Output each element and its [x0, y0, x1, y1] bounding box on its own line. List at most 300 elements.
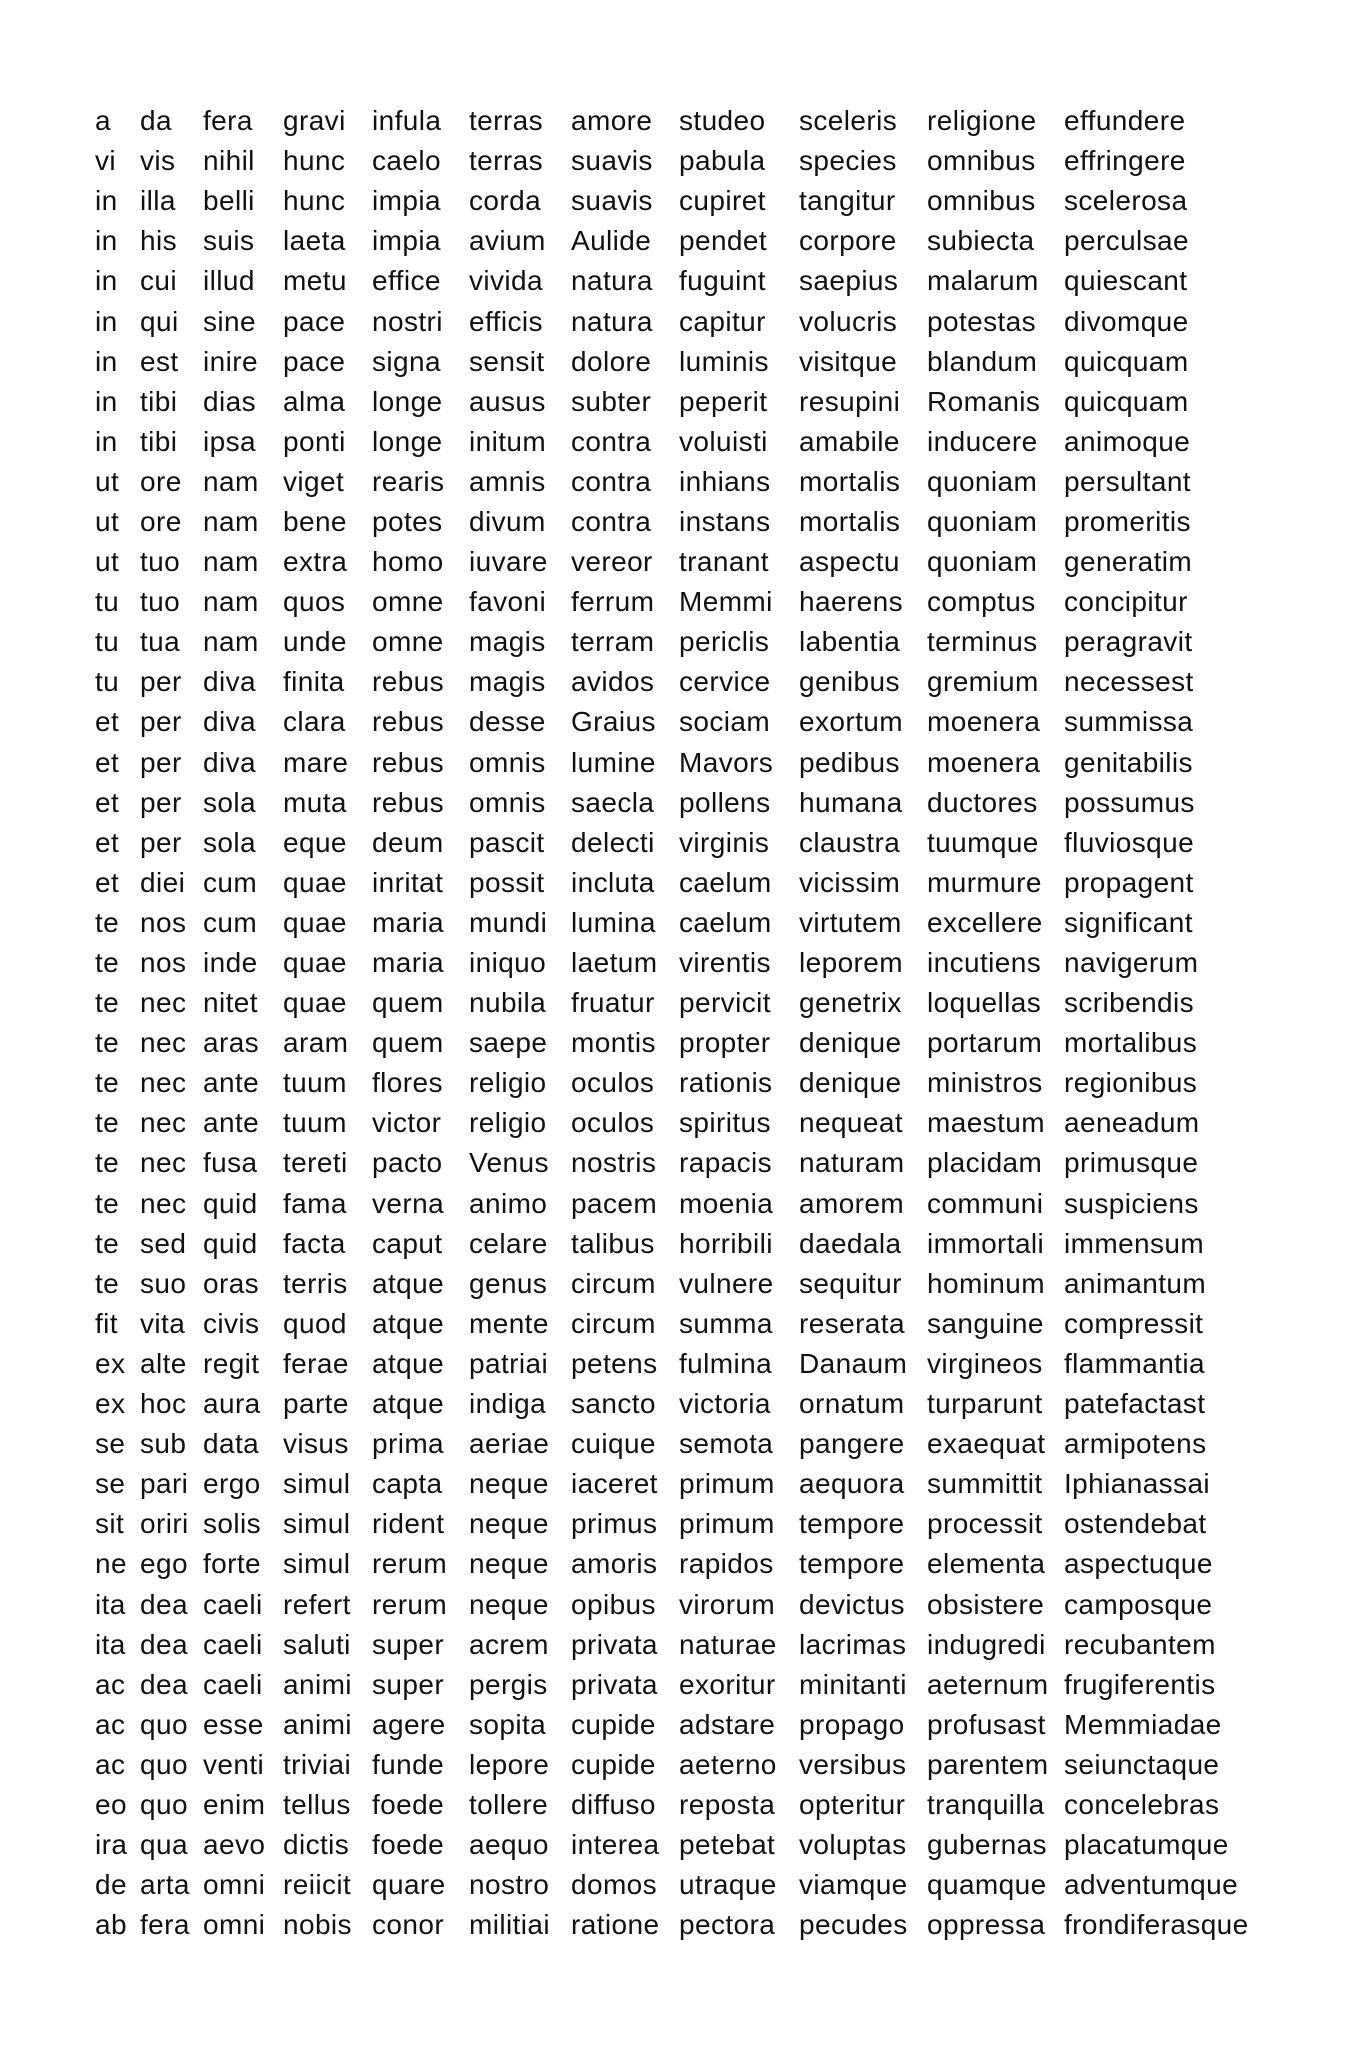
word-cell: sequitur — [799, 1267, 902, 1299]
word-cell: virentis — [679, 947, 771, 979]
word-cell: leporem — [799, 947, 903, 979]
word-cell: luminis — [679, 345, 769, 377]
word-cell: mundi — [469, 906, 548, 938]
word-cell: aura — [203, 1388, 261, 1420]
word-cell: natura — [571, 265, 653, 297]
word-cell: tereti — [283, 1147, 348, 1179]
word-cell: virgineos — [927, 1347, 1043, 1379]
word-cell: est — [140, 345, 179, 377]
word-cell: caelum — [679, 906, 772, 938]
word-cell: eque — [283, 826, 347, 858]
word-cell: nequeat — [799, 1107, 904, 1139]
word-cell: humana — [799, 786, 903, 818]
word-cell: neque — [469, 1548, 549, 1580]
word-cell: tibi — [140, 385, 178, 417]
word-cell: extra — [283, 546, 348, 578]
word-cell: vulnere — [679, 1267, 774, 1299]
word-cell: perculsae — [1064, 225, 1190, 257]
word-cell: omni — [203, 1909, 266, 1941]
word-cell: navigerum — [1064, 947, 1199, 979]
word-cell: hunc — [283, 145, 346, 177]
word-cell: caput — [372, 1227, 443, 1259]
word-cell: patefactast — [1064, 1388, 1206, 1420]
word-cell: suavis — [571, 145, 653, 177]
word-cell: tibi — [140, 425, 178, 457]
word-row — [95, 1905, 1295, 1945]
word-cell: potestas — [927, 305, 1037, 337]
word-cell: clara — [283, 706, 346, 738]
word-cell: fulmina — [679, 1347, 773, 1379]
word-cell: nec — [140, 1067, 187, 1099]
word-cell: caeli — [203, 1628, 263, 1660]
word-cell: enim — [203, 1788, 266, 1820]
word-cell: quo — [140, 1748, 188, 1780]
word-cell: Memmiadae — [1064, 1708, 1222, 1740]
word-cell: effice — [372, 265, 441, 297]
word-cell: desse — [469, 706, 546, 738]
word-cell: tempore — [799, 1548, 905, 1580]
word-row — [95, 462, 1295, 502]
word-row — [95, 1304, 1295, 1344]
word-cell: ore — [140, 505, 182, 537]
word-cell: pace — [283, 345, 346, 377]
word-cell: ductores — [927, 786, 1038, 818]
word-cell: lacrimas — [799, 1628, 907, 1660]
word-cell: sceleris — [799, 105, 898, 137]
word-cell: fruatur — [571, 987, 655, 1019]
word-cell: amorem — [799, 1187, 905, 1219]
word-cell: pollens — [679, 786, 771, 818]
word-cell: esse — [203, 1708, 264, 1740]
word-cell: tangitur — [799, 185, 896, 217]
word-cell: animi — [283, 1668, 352, 1700]
word-cell: gremium — [927, 666, 1039, 698]
word-cell: Iphianassai — [1064, 1468, 1211, 1500]
word-row — [95, 1785, 1295, 1825]
word-cell: instans — [679, 505, 771, 537]
word-cell: funde — [372, 1748, 445, 1780]
word-cell: oppressa — [927, 1909, 1046, 1941]
word-cell: pervicit — [679, 987, 771, 1019]
word-cell: exaequat — [927, 1428, 1046, 1460]
word-cell: pascit — [469, 826, 545, 858]
word-cell: virorum — [679, 1588, 776, 1620]
word-cell: portarum — [927, 1027, 1043, 1059]
word-cell: iuvare — [469, 546, 548, 578]
word-cell: data — [203, 1428, 260, 1460]
word-cell: dea — [140, 1628, 188, 1660]
word-cell: scribendis — [1064, 987, 1195, 1019]
word-cell: regit — [203, 1347, 260, 1379]
word-cell: avium — [469, 225, 546, 257]
word-cell: placidam — [927, 1147, 1043, 1179]
word-cell: primum — [679, 1508, 775, 1540]
word-cell: privata — [571, 1628, 658, 1660]
word-cell: simul — [283, 1508, 351, 1540]
word-cell: illud — [203, 265, 255, 297]
word-cell: ita — [95, 1628, 126, 1660]
word-row — [95, 1103, 1295, 1143]
word-cell: tua — [140, 626, 181, 658]
word-cell: rapacis — [679, 1147, 773, 1179]
word-cell: omnis — [469, 746, 546, 778]
word-cell: favoni — [469, 586, 547, 618]
word-cell: summittit — [927, 1468, 1043, 1500]
word-cell: Mavors — [679, 746, 774, 778]
word-cell: nam — [203, 505, 259, 537]
word-cell: celare — [469, 1227, 548, 1259]
word-row — [95, 382, 1295, 422]
word-row — [95, 1584, 1295, 1624]
word-row — [95, 1705, 1295, 1745]
word-cell: vereor — [571, 546, 653, 578]
word-cell: diva — [203, 746, 256, 778]
word-cell: efficis — [469, 305, 543, 337]
word-cell: daedala — [799, 1227, 902, 1259]
word-cell: in — [95, 345, 118, 377]
word-cell: verna — [372, 1187, 445, 1219]
word-cell: quare — [372, 1869, 446, 1901]
word-cell: conor — [372, 1909, 445, 1941]
word-cell: quae — [283, 866, 347, 898]
word-cell: nobis — [283, 1909, 352, 1941]
word-cell: saepius — [799, 265, 899, 297]
word-row — [95, 1825, 1295, 1865]
word-row — [95, 983, 1295, 1023]
word-cell: amabile — [799, 425, 900, 457]
word-cell: cupiret — [679, 185, 766, 217]
word-cell: claustra — [799, 826, 901, 858]
word-cell: ab — [95, 1909, 127, 1941]
word-cell: animoque — [1064, 425, 1191, 457]
word-cell: sanguine — [927, 1307, 1044, 1339]
word-cell: cum — [203, 866, 258, 898]
word-cell: rerum — [372, 1588, 448, 1620]
word-cell: frugiferentis — [1064, 1668, 1216, 1700]
word-cell: ante — [203, 1107, 260, 1139]
word-cell: omne — [372, 586, 444, 618]
word-cell: gubernas — [927, 1829, 1047, 1861]
word-row — [95, 301, 1295, 341]
word-cell: tranant — [679, 546, 769, 578]
word-cell: petens — [571, 1347, 658, 1379]
word-cell: semota — [679, 1428, 774, 1460]
word-cell: quo — [140, 1788, 188, 1820]
word-cell: propter — [679, 1027, 771, 1059]
word-cell: aequo — [469, 1829, 549, 1861]
word-cell: religio — [469, 1107, 547, 1139]
word-cell: summissa — [1064, 706, 1194, 738]
word-row — [95, 1344, 1295, 1384]
word-cell: vivida — [469, 265, 543, 297]
word-cell: laetum — [571, 947, 658, 979]
word-cell: acrem — [469, 1628, 549, 1660]
word-cell: et — [95, 746, 120, 778]
word-cell: immortali — [927, 1227, 1045, 1259]
word-cell: virtutem — [799, 906, 902, 938]
word-cell: terras — [469, 105, 543, 137]
word-cell: aram — [283, 1027, 349, 1059]
word-row — [95, 261, 1295, 301]
word-cell: corpore — [799, 225, 897, 257]
word-cell: dolore — [571, 345, 652, 377]
word-row — [95, 1504, 1295, 1544]
word-cell: venti — [203, 1748, 265, 1780]
word-cell: quicquam — [1064, 385, 1189, 417]
word-cell: dictis — [283, 1829, 350, 1861]
word-cell: victoria — [679, 1388, 771, 1420]
word-cell: sancto — [571, 1388, 656, 1420]
word-cell: quoniam — [927, 465, 1038, 497]
word-cell: inde — [203, 947, 258, 979]
word-cell: reposta — [679, 1788, 776, 1820]
word-cell: horribili — [679, 1227, 773, 1259]
word-cell: suspiciens — [1064, 1187, 1199, 1219]
word-cell: pace — [283, 305, 346, 337]
word-cell: oriri — [140, 1508, 189, 1540]
word-cell: concelebras — [1064, 1788, 1220, 1820]
word-cell: visus — [283, 1428, 349, 1460]
word-row — [95, 181, 1295, 221]
word-cell: foede — [372, 1788, 445, 1820]
word-cell: per — [140, 666, 182, 698]
word-cell: parentem — [927, 1748, 1049, 1780]
word-cell: alte — [140, 1347, 187, 1379]
word-row — [95, 1184, 1295, 1224]
word-cell: primum — [679, 1468, 775, 1500]
word-cell: quid — [203, 1187, 258, 1219]
word-cell: suo — [140, 1267, 187, 1299]
word-cell: rationis — [679, 1067, 773, 1099]
word-cell: moenia — [679, 1187, 774, 1219]
word-cell: quae — [283, 987, 347, 1019]
word-cell: vicissim — [799, 866, 901, 898]
word-cell: pedibus — [799, 746, 900, 778]
word-cell: volucris — [799, 305, 898, 337]
word-cell: hunc — [283, 185, 346, 217]
word-row — [95, 863, 1295, 903]
word-cell: per — [140, 706, 182, 738]
word-row — [95, 903, 1295, 943]
word-cell: communi — [927, 1187, 1044, 1219]
word-cell: inhians — [679, 465, 771, 497]
word-cell: simul — [283, 1468, 351, 1500]
word-cell: incluta — [571, 866, 655, 898]
word-cell: laeta — [283, 225, 346, 257]
word-cell: longe — [372, 385, 443, 417]
word-cell: possit — [469, 866, 545, 898]
word-cell: oculos — [571, 1107, 655, 1139]
word-cell: de — [95, 1869, 127, 1901]
word-cell: signa — [372, 345, 441, 377]
word-cell: aras — [203, 1027, 260, 1059]
word-cell: ferae — [283, 1347, 349, 1379]
word-cell: tranquilla — [927, 1788, 1045, 1820]
word-cell: ac — [95, 1668, 126, 1700]
word-cell: pectora — [679, 1909, 776, 1941]
word-row — [95, 662, 1295, 702]
word-cell: atque — [372, 1388, 445, 1420]
word-cell: indugredi — [927, 1628, 1046, 1660]
word-cell: per — [140, 786, 182, 818]
word-cell: divomque — [1064, 305, 1189, 337]
word-cell: parte — [283, 1388, 349, 1420]
word-cell: primusque — [1064, 1147, 1199, 1179]
word-row — [95, 342, 1295, 382]
word-row — [95, 221, 1295, 261]
word-cell: exortum — [799, 706, 903, 738]
word-cell: te — [95, 987, 120, 1019]
word-cell: fera — [203, 105, 253, 137]
word-cell: flammantia — [1064, 1347, 1205, 1379]
word-cell: fera — [140, 1909, 190, 1941]
word-cell: contra — [571, 465, 652, 497]
word-cell: ita — [95, 1588, 126, 1620]
word-cell: impia — [372, 225, 441, 257]
word-cell: effundere — [1064, 105, 1186, 137]
word-row — [95, 622, 1295, 662]
word-cell: quiescant — [1064, 265, 1188, 297]
word-cell: animi — [283, 1708, 352, 1740]
word-cell: et — [95, 866, 120, 898]
word-cell: inducere — [927, 425, 1038, 457]
word-cell: rebus — [372, 746, 445, 778]
word-cell: persultant — [1064, 465, 1191, 497]
word-cell: minitanti — [799, 1668, 907, 1700]
word-cell: a — [95, 105, 111, 137]
word-cell: tu — [95, 666, 120, 698]
word-cell: nec — [140, 1027, 187, 1059]
word-cell: fusa — [203, 1147, 258, 1179]
word-cell: caeli — [203, 1588, 263, 1620]
word-cell: tuum — [283, 1067, 347, 1099]
word-cell: quicquam — [1064, 345, 1189, 377]
word-cell: dias — [203, 385, 256, 417]
word-cell: caelo — [372, 145, 441, 177]
word-cell: magis — [469, 626, 546, 658]
word-cell: obsistere — [927, 1588, 1045, 1620]
word-cell: corda — [469, 185, 542, 217]
word-row — [95, 1665, 1295, 1705]
word-cell: eo — [95, 1788, 127, 1820]
word-row — [95, 1625, 1295, 1665]
word-cell: summa — [679, 1307, 773, 1339]
word-cell: versibus — [799, 1748, 907, 1780]
word-cell: cuique — [571, 1428, 656, 1460]
word-cell: diffuso — [571, 1788, 656, 1820]
word-cell: viget — [283, 465, 345, 497]
word-cell: da — [140, 105, 172, 137]
word-cell: pabula — [679, 145, 766, 177]
word-cell: quem — [372, 987, 444, 1019]
word-cell: incutiens — [927, 947, 1042, 979]
word-cell: sopita — [469, 1708, 547, 1740]
word-cell: ego — [140, 1548, 188, 1580]
word-cell: nec — [140, 987, 187, 1019]
word-cell: simul — [283, 1548, 351, 1580]
word-cell: pecudes — [799, 1909, 908, 1941]
word-cell: profusast — [927, 1708, 1046, 1740]
word-cell: hominum — [927, 1267, 1045, 1299]
word-row — [95, 943, 1295, 983]
word-cell: propago — [799, 1708, 905, 1740]
word-cell: pacto — [372, 1147, 443, 1179]
word-cell: omnibus — [927, 185, 1036, 217]
word-row — [95, 1224, 1295, 1264]
word-cell: periclis — [679, 626, 770, 658]
word-cell: aequora — [799, 1468, 905, 1500]
word-cell: saluti — [283, 1628, 351, 1660]
word-cell: agere — [372, 1708, 446, 1740]
word-cell: tu — [95, 586, 120, 618]
word-cell: qua — [140, 1829, 188, 1861]
word-cell: subiecta — [927, 225, 1035, 257]
word-cell: aeriae — [469, 1428, 550, 1460]
word-cell: omni — [203, 1869, 266, 1901]
word-cell: initum — [469, 425, 547, 457]
word-cell: animantum — [1064, 1267, 1207, 1299]
word-cell: promeritis — [1064, 505, 1191, 537]
word-cell: petebat — [679, 1829, 776, 1861]
word-row — [95, 542, 1295, 582]
word-cell: tu — [95, 626, 120, 658]
word-cell: nos — [140, 947, 187, 979]
word-cell: sola — [203, 826, 256, 858]
word-cell: natura — [571, 305, 653, 337]
word-cell: concipitur — [1064, 586, 1188, 618]
word-cell: amore — [571, 105, 653, 137]
word-cell: nec — [140, 1147, 187, 1179]
word-cell: rident — [372, 1508, 445, 1540]
word-cell: quod — [283, 1307, 347, 1339]
word-row — [95, 502, 1295, 542]
word-cell: amoris — [571, 1548, 658, 1580]
word-cell: bene — [283, 505, 347, 537]
word-row — [95, 783, 1295, 823]
word-cell: fluviosque — [1064, 826, 1195, 858]
word-cell: ostendebat — [1064, 1508, 1207, 1540]
word-cell: cui — [140, 265, 177, 297]
word-cell: spiritus — [679, 1107, 771, 1139]
word-cell: te — [95, 1027, 120, 1059]
word-cell: contra — [571, 425, 652, 457]
word-cell: foede — [372, 1829, 445, 1861]
word-cell: delecti — [571, 826, 655, 858]
word-cell: animo — [469, 1187, 548, 1219]
word-cell: compressit — [1064, 1307, 1204, 1339]
word-cell: in — [95, 185, 118, 217]
word-cell: saepe — [469, 1027, 548, 1059]
word-cell: Aulide — [571, 225, 652, 257]
word-cell: aeternum — [927, 1668, 1049, 1700]
word-cell: studeo — [679, 105, 766, 137]
word-cell: muta — [283, 786, 347, 818]
word-cell: finita — [283, 666, 345, 698]
word-row — [95, 422, 1295, 462]
word-cell: nostri — [372, 305, 443, 337]
word-cell: maria — [372, 906, 445, 938]
word-cell: frondiferasque — [1064, 1909, 1249, 1941]
word-cell: homo — [372, 546, 444, 578]
word-cell: diva — [203, 666, 256, 698]
word-cell: ex — [95, 1388, 126, 1420]
word-cell: capta — [372, 1468, 443, 1500]
word-cell: unde — [283, 626, 347, 658]
word-cell: sensit — [469, 345, 545, 377]
word-cell: nostro — [469, 1869, 550, 1901]
word-row — [95, 1745, 1295, 1785]
word-cell: ministros — [927, 1067, 1043, 1099]
